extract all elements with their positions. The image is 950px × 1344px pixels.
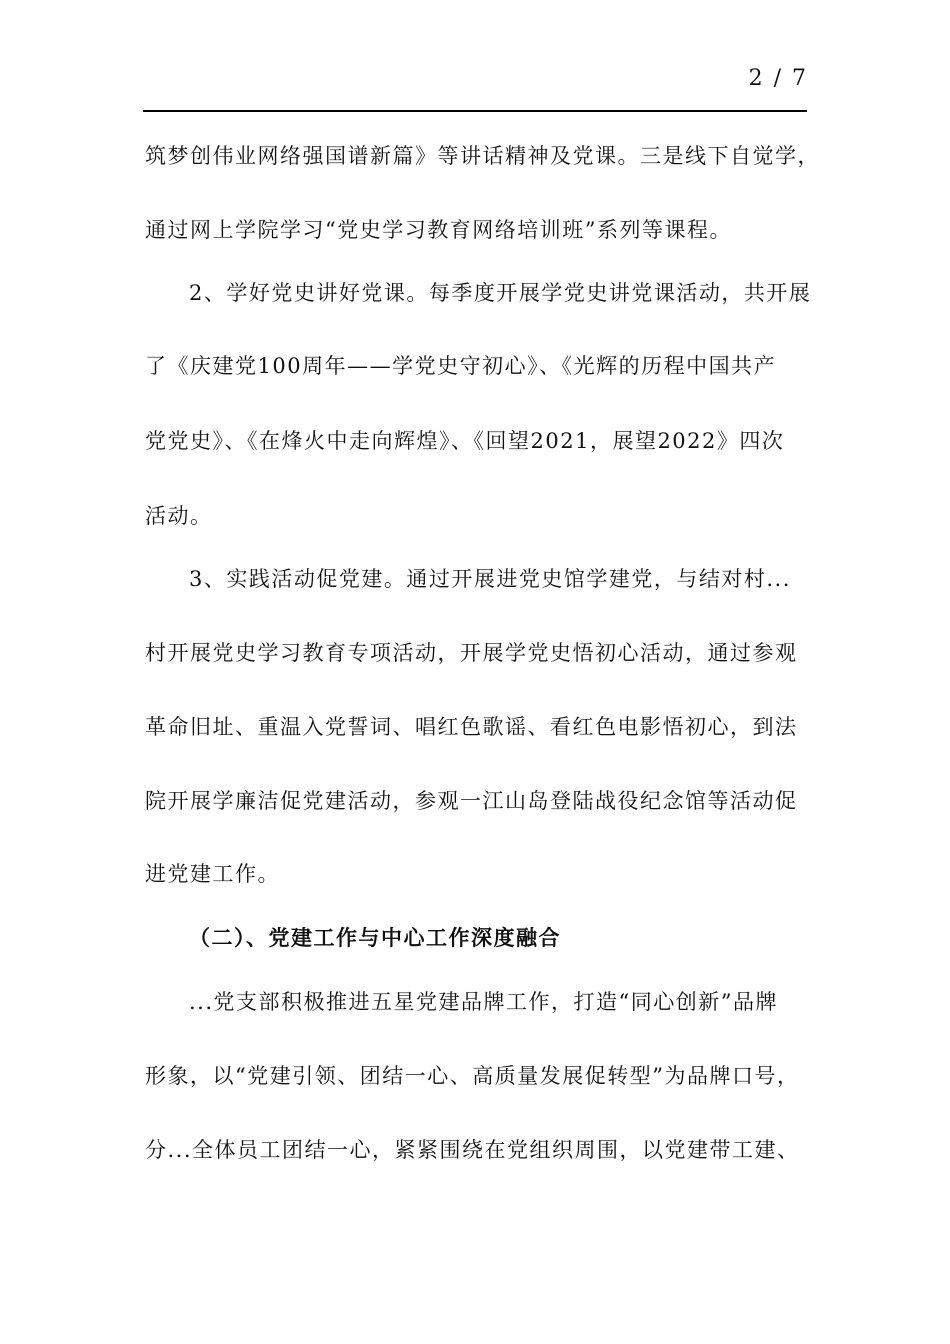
text-line: 党党史》、《在烽火中走向辉煌》、《回望2021，展望2022》四次 [145, 429, 785, 453]
text-line: 2、学好党史讲好党课。每季度开展学党史讲党课活动，共开展 [189, 281, 812, 305]
header-rule [143, 110, 807, 112]
text-line: 3、实践活动促党建。通过开展进党史馆学建党，与结对村... [189, 567, 791, 591]
section-heading: （二）、党建工作与中心工作深度融合 [189, 925, 561, 950]
text-line: 院开展学廉洁促党建活动，参观一江山岛登陆战役纪念馆等活动促 [145, 789, 798, 813]
text-line: 通过网上学院学习“党史学习教育网络培训班”系列等课程。 [145, 218, 732, 242]
text-line: 村开展党史学习教育专项活动，开展学党史悟初心活动，通过参观 [145, 641, 798, 665]
text-line: 了《庆建党100周年——学党史守初心》、《光辉的历程中国共产 [145, 354, 777, 378]
text-line: 形象，以“党建引领、团结一心、高质量发展促转型”为品牌口号， [145, 1064, 800, 1088]
text-line: 筑梦创伟业网络强国谱新篇》等讲话精神及党课。三是线下自觉学， [145, 144, 820, 168]
text-line: 革命旧址、重温入党誓词、唱红色歌谣、看红色电影悟初心，到法 [145, 715, 798, 739]
text-line: 分...全体员工团结一心，紧紧围绕在党组织周围，以党建带工建、 [145, 1138, 800, 1162]
text-line: ...党支部积极推进五星党建品牌工作，打造“同心创新”品牌 [189, 990, 778, 1014]
text-line: 进党建工作。 [145, 862, 280, 886]
page-number: 2 / 7 [748, 66, 808, 91]
text-line: 活动。 [145, 504, 213, 528]
